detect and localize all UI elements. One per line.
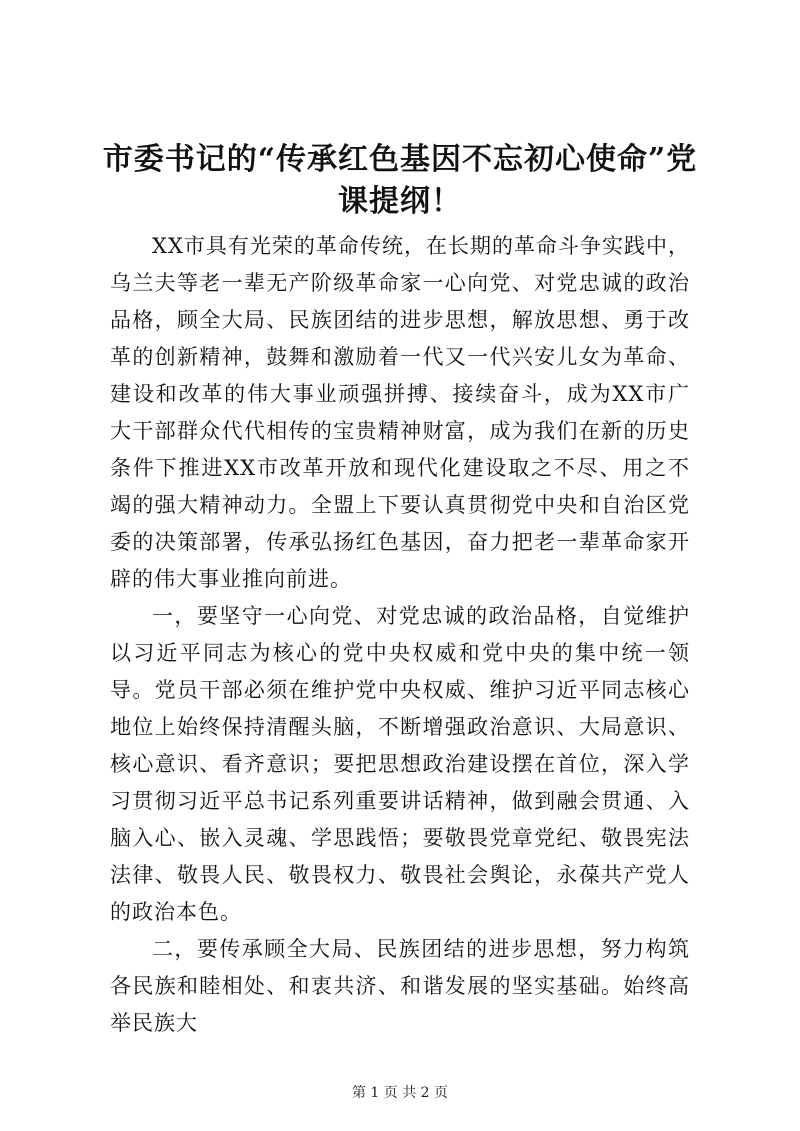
document-body xyxy=(110,228,690,1042)
paragraph-intro: XX市具有光荣的革命传统，在长期的革命斗争实践中，乌兰夫等老一辈无产阶级革命家一心向党、对党忠诚的政治品格，顾全大局、民族团结的进步思想，解放思想、勇于改革的创新精神，鼓舞和激励着一代又一代兴安儿女为革命、建设和改革的伟大事业顽强拼搏、接续奋斗，成为XX市广大干部群众代代相传的宝贵精神财富，成为我们在新的历史条件下推进XX市改革开放和现代化建设取之不尽、用之不竭的强大精神动力。全盟上下要认真贯彻党中央和自治区党委的决策部署，传承弘扬红色基因，奋力把老一辈革命家开辟的伟大事业推向前进。 xyxy=(110,234,690,591)
page-number-footer: 第 1 页 共 2 页 xyxy=(351,1085,449,1101)
paragraph-point-two: 二，要传承顾全大局、民族团结的进步思想，努力构筑各民族和睦相处、和衷共济、和谐发展的坚实基础。始终高举民族大 xyxy=(110,937,690,1035)
document-title: 市委书记的“传承红色基因不忘初心使命”党课提纲！ xyxy=(102,142,698,219)
paragraph-point-one: 一，要坚守一心向党、对党忠诚的政治品格，自觉维护以习近平同志为核心的党中央权威和党中央的集中统一领导。党员干部必须在维护党中央权威、维护习近平同志核心地位上始终保持清醒头脑，不断增强政治意识、大局意识、核心意识、看齐意识；要把思想政治建设摆在首位，深入学习贯彻习近平总书记系列重要讲话精神，做到融会贯通、入脑入心、嵌入灵魂、学思践悟；要敬畏党章党纪、敬畏宪法法律、敬畏人民、敬畏权力、敬畏社会舆论，永葆共产党人的政治本色。 xyxy=(110,604,690,924)
